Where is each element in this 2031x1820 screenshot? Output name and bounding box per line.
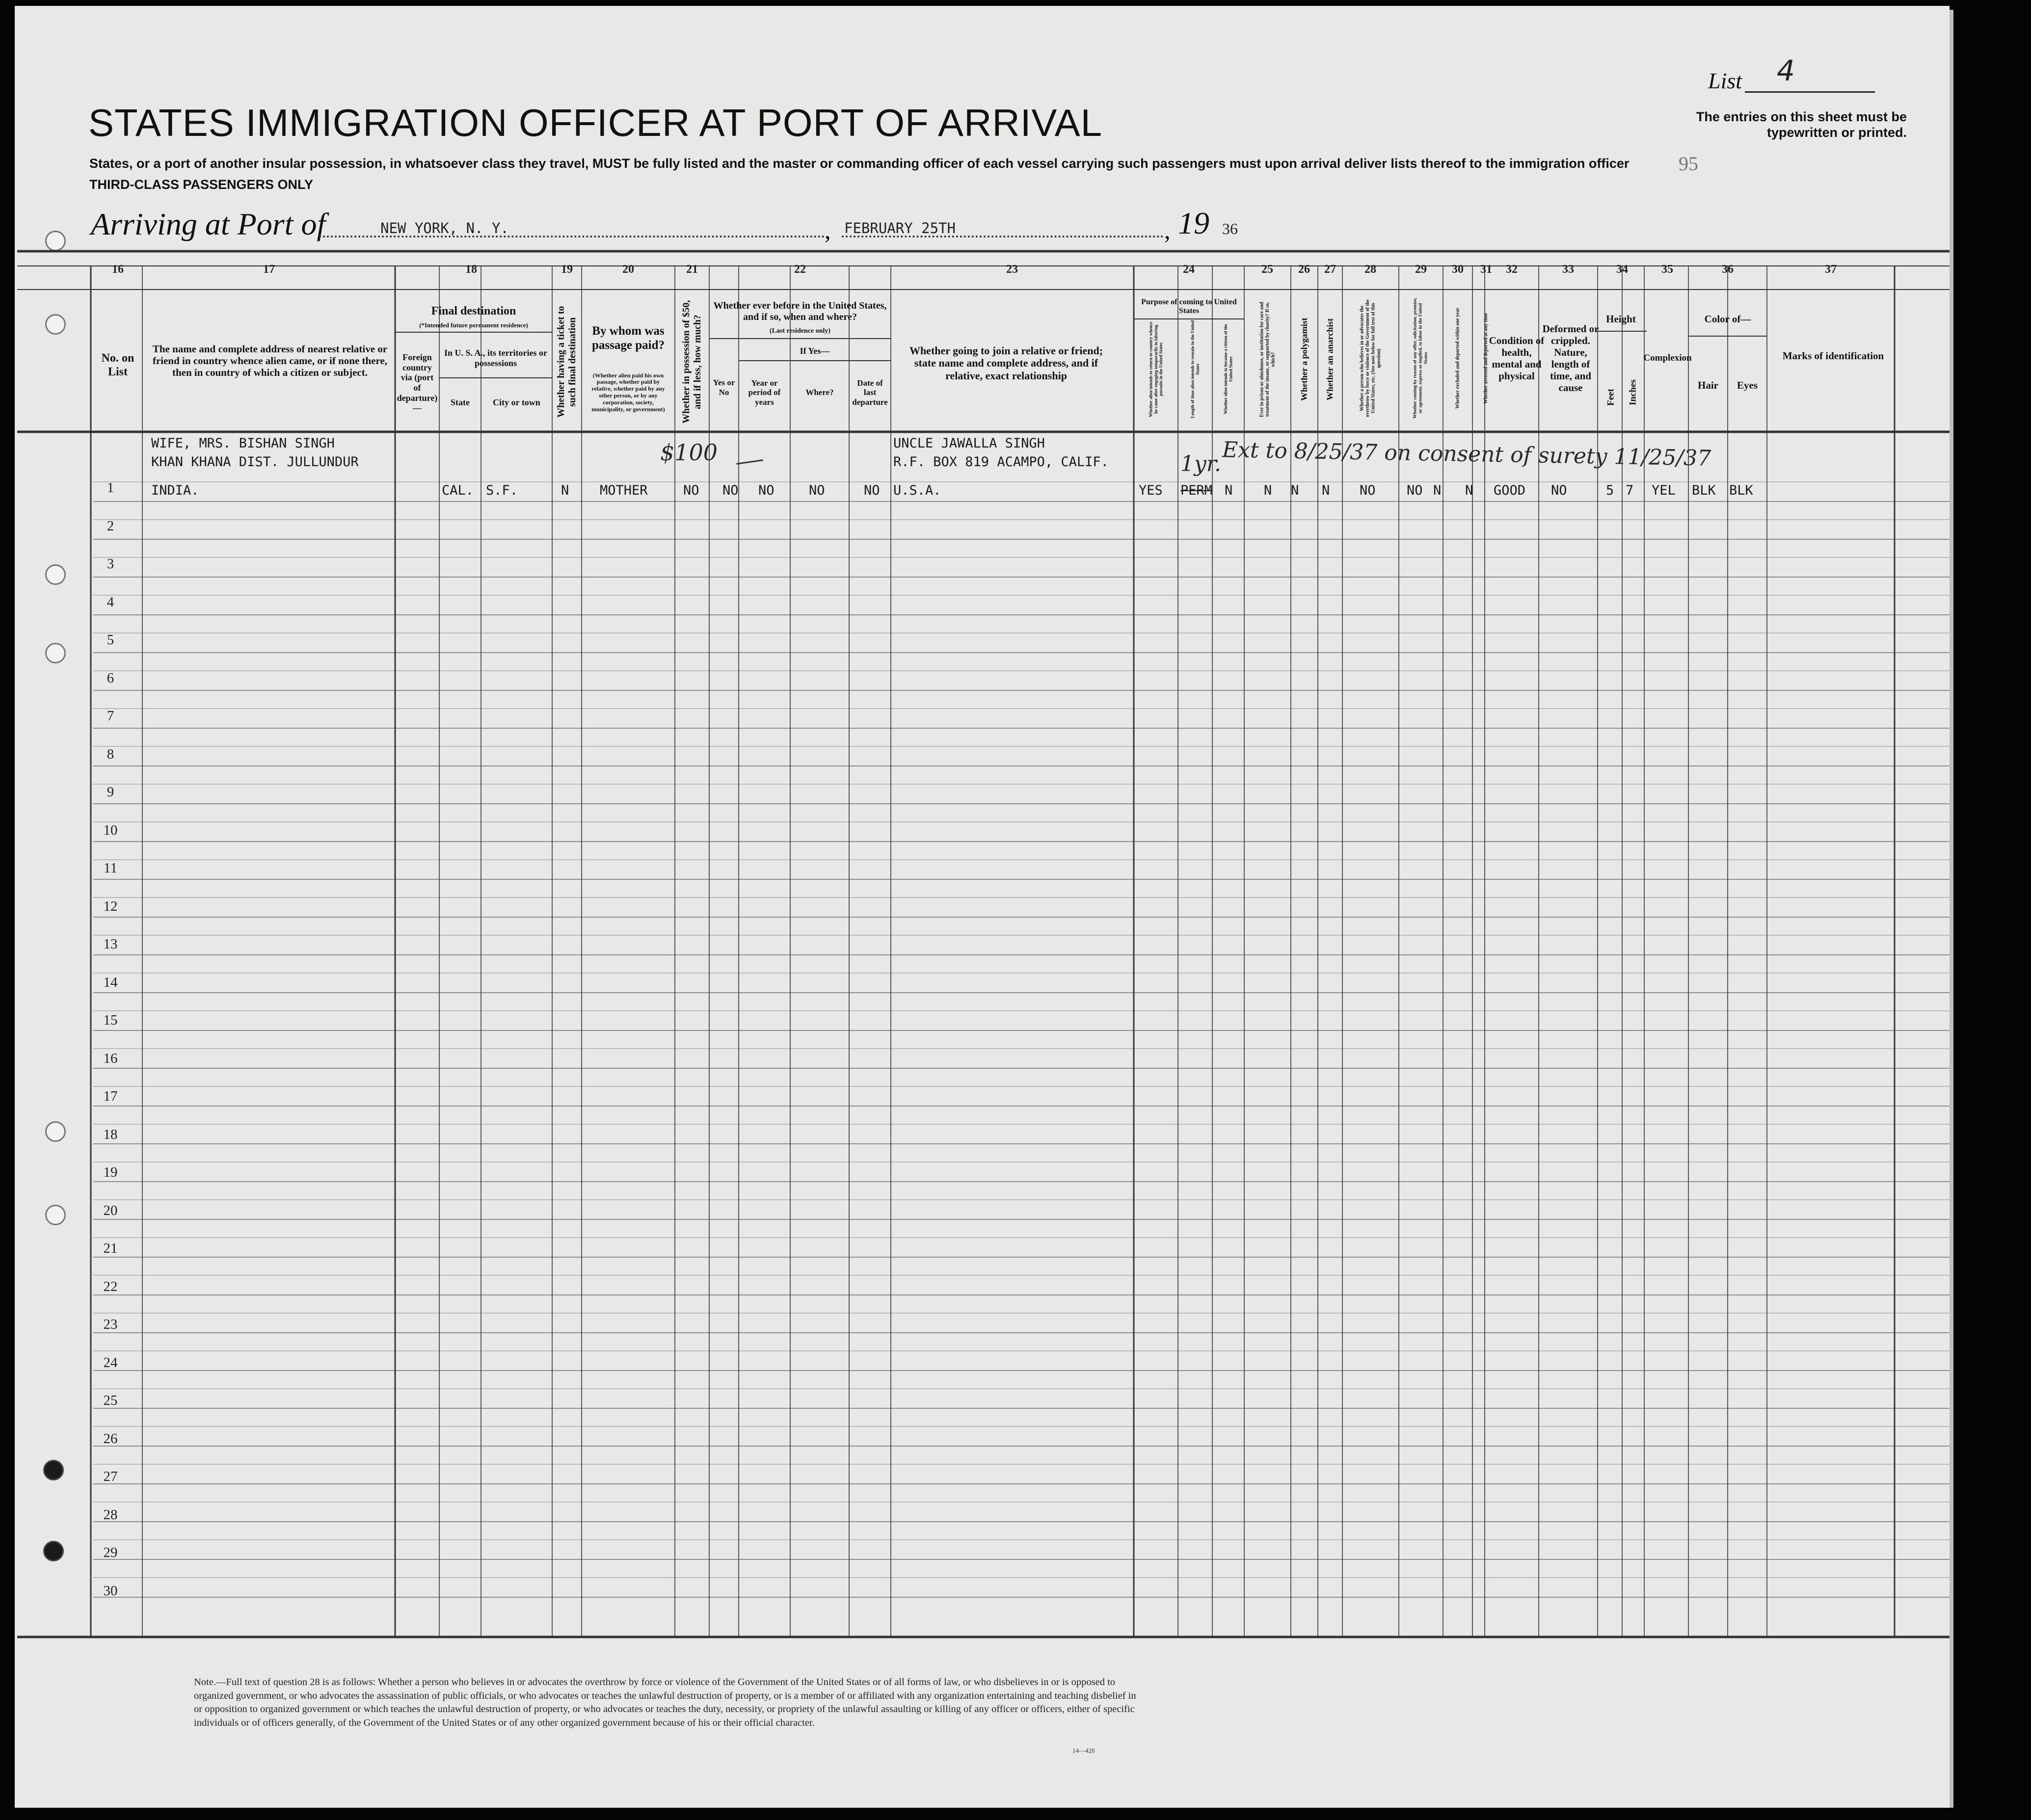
- header-purpose-citizen: Whether alien intends to become a citizen of the United States: [1223, 324, 1233, 415]
- form-title: STATES IMMIGRATION OFFICER AT PORT OF ARRIVAL: [88, 101, 1103, 144]
- destination-city: S.F.: [486, 483, 518, 498]
- entries-note: The entries on this sheet must be typewritten or printed.: [1696, 109, 1907, 140]
- column-number-23: 23: [1006, 263, 1018, 276]
- passenger-class-label: THIRD-CLASS PASSENGERS ONLY: [89, 177, 314, 192]
- header-yes-or-no: Yes or No: [713, 378, 735, 397]
- joining-relative-line2: R.F. BOX 819 ACAMPO, CALIF.: [893, 454, 1109, 470]
- column-number-37: 37: [1825, 263, 1837, 276]
- header-purpose-length: Length of time alien intends to remain in the United States: [1190, 320, 1200, 419]
- height-feet-value: 5: [1606, 483, 1614, 498]
- column-number-29: 29: [1415, 263, 1427, 276]
- row-number-14: 14: [103, 974, 118, 990]
- list-label: List: [1708, 68, 1742, 93]
- header-city-or-town: City or town: [493, 397, 540, 407]
- polygamist-value: N: [1291, 483, 1299, 498]
- row-number-27: 27: [103, 1469, 118, 1484]
- row-number-19: 19: [103, 1164, 118, 1180]
- year-value: 36: [1222, 220, 1238, 237]
- contract-labor-value: NO: [1407, 483, 1423, 498]
- header-nearest-relative: The name and complete address of nearest relative or friend in country whence alien came, or if none there, then in country of which a citizen or subject.: [152, 343, 388, 379]
- column-number-26: 26: [1298, 263, 1310, 276]
- instruction-text: States, or a port of another insular possession, in whatsoever class they travel, MUST be fully listed and the master or commanding officer of each vessel carrying such passengers must upon arrival deliver lists thereof to the immigration officer: [89, 156, 1630, 171]
- row-number-8: 8: [107, 746, 114, 762]
- joining-relative-line3: U.S.A.: [893, 483, 941, 498]
- row-number-5: 5: [107, 632, 114, 648]
- column-number-17: 17: [263, 263, 275, 276]
- handwritten-extension-note: Ext to 8/25/37 on consent of surety 11/25/37: [1222, 437, 1711, 471]
- column-number-33: 33: [1562, 263, 1574, 276]
- row-number-7: 7: [107, 708, 114, 724]
- header-passage-paid: By whom was passage paid?: [592, 324, 665, 352]
- header-year-or-period: Year or period of years: [748, 378, 781, 407]
- relative-address-line2: KHAN KHANA DIST. JULLUNDUR: [151, 454, 359, 470]
- header-purpose-return: Whether alien intends to return to country whence he came after engaging temporarily in laboring pursuits in the United States: [1148, 321, 1164, 417]
- stamp-number: 95: [1679, 153, 1698, 175]
- header-if-yes: If Yes—: [800, 345, 830, 356]
- column-number-32: 32: [1506, 263, 1518, 276]
- row-number-10: 10: [103, 822, 118, 838]
- excluded-value: N: [1433, 483, 1442, 498]
- relative-address-line3: INDIA.: [151, 483, 199, 498]
- column-number-36: 36: [1722, 263, 1734, 276]
- header-arrested-deported: Whether arrested and deported at any time: [1483, 313, 1489, 404]
- header-state: State: [451, 397, 470, 407]
- header-inches: Inches: [1628, 379, 1638, 406]
- row-number-25: 25: [103, 1393, 118, 1408]
- column-number-18: 18: [465, 263, 477, 276]
- row-number-12: 12: [103, 898, 118, 914]
- column-number-21: 21: [686, 263, 698, 276]
- header-ticket: Whether having a ticket to such final destination: [556, 306, 578, 418]
- health-value: GOOD: [1494, 483, 1526, 498]
- header-in-usa: In U. S. A., its territories or possessions: [444, 348, 547, 368]
- overthrow-value: NO: [1360, 483, 1376, 498]
- column-number-34: 34: [1616, 263, 1628, 276]
- row-number-3: 3: [107, 556, 114, 572]
- purpose-citizen-value: N: [1225, 483, 1233, 498]
- header-complexion: Complexion: [1643, 353, 1692, 364]
- footnote-question-28: Note.—Full text of question 28 is as follows: Whether a person who believes in or advocates the overthrow by force or violence of the Government of the United States or of all forms of law, or who disbelieves in or is opposed to organized government, or who advocates the assassination of public officials, or who advocates or teaches the unlawful destruction of property, or is a member of or affiliated with any organization entertaining and teaching disbelief in or opposition to organized government or which teaches the unlawful destruction of property, or who advocates or teaches the duty, necessity, or propriety of the unlawful assaulting or killing of any officer or officers, either of specific individuals or of officers generally, of the Government of the United States or of any other organized government because of his or their official character.: [194, 1677, 1136, 1728]
- header-purpose: Purpose of coming to United States: [1141, 297, 1237, 315]
- row-number-6: 6: [107, 670, 114, 686]
- header-ever-before-note: (Last residence only): [769, 327, 831, 335]
- header-marks: Marks of identification: [1782, 349, 1884, 362]
- hair-value: BLK: [1692, 483, 1716, 498]
- header-excluded-deported: Whether excluded and deported within one year: [1455, 308, 1461, 409]
- header-prison: Ever in prison or almshouse, or institution for care and treatment of the insane, or supported by charity? If so, which?: [1259, 302, 1276, 417]
- ticket-value: N: [561, 483, 569, 498]
- destination-state: CAL.: [442, 483, 474, 498]
- header-overthrow: Whether a person who believes in or advocates the overthrow by force or violence of the Government of the United States, etc. (See note below for full text of this question): [1359, 299, 1382, 417]
- header-hair: Hair: [1698, 379, 1718, 391]
- row-number-21: 21: [103, 1240, 118, 1256]
- header-date-last-departure: Date of last departure: [852, 378, 888, 407]
- passage-paid-by: MOTHER: [600, 483, 648, 498]
- joining-relative-line1: UNCLE JAWALLA SINGH: [893, 436, 1045, 451]
- row-number-2: 2: [107, 518, 114, 534]
- last-departure-value: NO: [864, 483, 880, 498]
- column-number-16: 16: [112, 263, 124, 276]
- row-number-24: 24: [103, 1354, 118, 1371]
- row-number-18: 18: [103, 1126, 118, 1142]
- row-number-15: 15: [103, 1012, 118, 1028]
- year-prefix: 19: [1178, 206, 1209, 240]
- column-number-27: 27: [1324, 263, 1336, 276]
- row-number-20: 20: [103, 1202, 118, 1218]
- header-contract-labor: Whether coming by reason of any offer, solicitation, promise, or agreement, express or implied, to labor in the United States: [1413, 297, 1429, 419]
- row-number-11: 11: [104, 860, 117, 876]
- row-number-29: 29: [103, 1545, 118, 1560]
- row-number-17: 17: [103, 1088, 118, 1104]
- arriving-label: Arriving at Port of: [91, 207, 326, 241]
- handwritten-stay-length: 1yr.: [1180, 451, 1222, 476]
- money-amount-handwritten: $100: [660, 439, 718, 466]
- been-before-value: NO: [722, 483, 739, 498]
- column-number-20: 20: [622, 263, 634, 276]
- column-number-19: 19: [561, 263, 573, 276]
- row-number-30: 30: [103, 1583, 118, 1599]
- comma-separator: ,: [825, 216, 831, 244]
- header-joining-relative: Whether going to join a relative or friend; state name and complete address, and if relative, exact relationship: [909, 344, 1103, 382]
- column-number-24: 24: [1183, 263, 1195, 276]
- height-inches-value: 7: [1626, 483, 1634, 498]
- form-code: 14—420: [1072, 1747, 1095, 1754]
- row-number-28: 28: [103, 1506, 118, 1523]
- header-polygamist: Whether a polygamist: [1299, 317, 1309, 401]
- header-where: Where?: [805, 388, 834, 397]
- prison-value: N: [1264, 483, 1272, 498]
- row-number-9: 9: [107, 784, 114, 800]
- header-ever-before: Whether ever before in the United States, and if so, when and where?: [713, 300, 887, 322]
- relative-address-line1: WIFE, MRS. BISHAN SINGH: [151, 436, 335, 451]
- row-number-26: 26: [103, 1430, 118, 1447]
- header-health: Condition of health, mental and physical: [1489, 334, 1545, 382]
- possession-50-value: NO: [683, 483, 699, 498]
- column-number-35: 35: [1661, 263, 1673, 276]
- header-eyes: Eyes: [1737, 379, 1758, 391]
- anarchist-value: N: [1322, 483, 1330, 498]
- purpose-length-value: PERM: [1180, 483, 1213, 498]
- row-number-1: 1: [107, 480, 114, 496]
- header-passage-paid-note: (Whether alien paid his own passage, whether paid by relative, whether paid by any other person, or by any corporation, society, municipality, or government): [591, 371, 665, 413]
- arrested-value: N: [1465, 483, 1473, 498]
- header-height: Height: [1606, 313, 1636, 325]
- row-number-13: 13: [103, 936, 118, 952]
- column-number-30: 30: [1452, 263, 1464, 276]
- row-number-23: 23: [103, 1317, 118, 1332]
- column-number-22: 22: [794, 263, 806, 276]
- row-number-22: 22: [103, 1278, 118, 1294]
- header-final-destination-note: (*Intended future permanent residence): [419, 321, 528, 329]
- row-number-4: 4: [107, 594, 114, 610]
- year-period-value: NO: [758, 483, 775, 498]
- header-anarchist: Whether an anarchist: [1325, 318, 1335, 401]
- header-foreign-country: Foreign country via (port of departure)—: [397, 352, 438, 413]
- header-deformed: Deformed or crippled. Nature, length of time, and cause: [1542, 322, 1599, 394]
- column-number-28: 28: [1364, 263, 1376, 276]
- where-value: NO: [809, 483, 825, 498]
- column-number-25: 25: [1261, 263, 1273, 276]
- column-number-31: 31: [1480, 263, 1492, 276]
- header-color-of: Color of—: [1704, 313, 1751, 325]
- purpose-return-value: YES: [1139, 483, 1163, 498]
- header-possession-50: Whether in possession of $50, and if less, how much?: [681, 300, 703, 424]
- deformed-value: NO: [1551, 483, 1567, 498]
- complexion-value: YEL: [1652, 483, 1676, 498]
- header-feet: Feet: [1605, 389, 1616, 406]
- eyes-value: BLK: [1729, 483, 1753, 498]
- date-value: FEBRUARY 25TH: [844, 220, 956, 237]
- header-no-on-list: No. on List: [101, 352, 134, 378]
- comma-separator: ,: [1164, 216, 1171, 244]
- port-value: NEW YORK, N. Y.: [380, 220, 509, 237]
- row-number-16: 16: [103, 1050, 118, 1066]
- header-final-destination: Final destination: [431, 305, 516, 318]
- list-number: 4: [1777, 54, 1795, 87]
